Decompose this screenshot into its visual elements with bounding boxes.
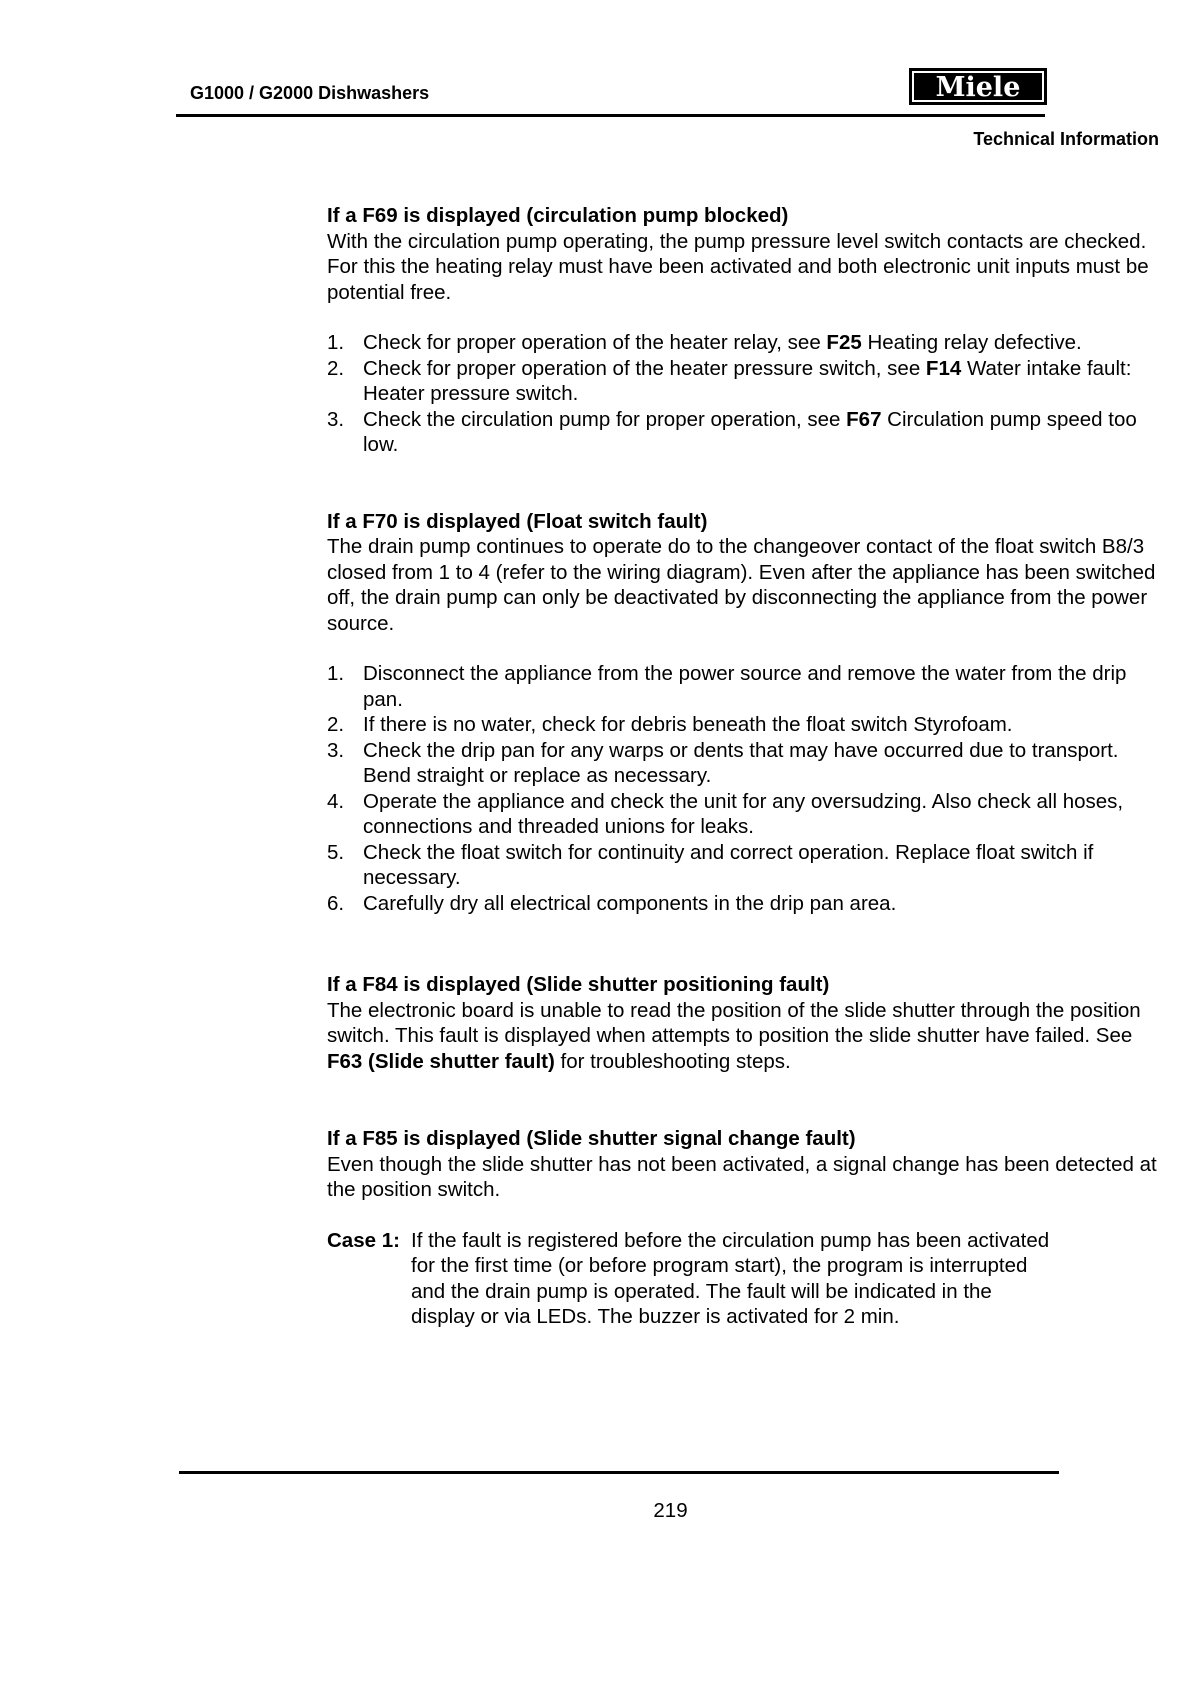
case-label: Case 1: bbox=[327, 1228, 400, 1252]
step-text: Check the drip pan for any warps or dents that may have occurred due to transport. Bend straight or replace as necessary. bbox=[363, 738, 1119, 787]
f70-title: If a F70 is displayed (Float switch fault) bbox=[327, 509, 708, 533]
document-body bbox=[327, 203, 1165, 1330]
step-number: 2. bbox=[327, 356, 345, 380]
f69-intro: With the circulation pump operating, the pump pressure level switch contacts are checked. For this the heating relay must have been activated and both electronic unit inputs must be potential free. bbox=[327, 229, 1149, 304]
step-number: 5. bbox=[327, 840, 345, 864]
fault-code: F25 bbox=[826, 331, 862, 354]
f85-intro: Even though the slide shutter has not been activated, a signal change has been detected at the position switch. bbox=[327, 1152, 1157, 1201]
list-item bbox=[327, 738, 1165, 789]
case-text: If the fault is registered before the circulation pump has been activated for the first time (or before program start), the program is interrupted and the drain pump is operated. The fault will be indicated in the display or via LEDs. The buzzer is activated for 2 min. bbox=[411, 1228, 1050, 1328]
f84-title: If a F84 is displayed (Slide shutter positioning fault) bbox=[327, 973, 830, 996]
fault-code: F67 bbox=[846, 407, 882, 431]
step-text: Carefully dry all electrical components in the drip pan area. bbox=[363, 891, 897, 915]
list-item bbox=[327, 891, 1165, 917]
step-number: 3. bbox=[327, 407, 345, 431]
header-title: G1000 / G2000 Dishwashers bbox=[190, 83, 430, 103]
step-text: Check for proper operation of the heater pressure switch, see F14 Water intake fault: Heater pressure switch. bbox=[363, 356, 1132, 405]
footer-rule bbox=[179, 1471, 1059, 1474]
f69-steps bbox=[327, 330, 1165, 458]
f85-title: If a F85 is displayed (Slide shutter signal change fault) bbox=[327, 1127, 856, 1150]
list-item bbox=[327, 330, 1165, 356]
f85-case-1 bbox=[327, 1228, 1057, 1330]
step-number: 1. bbox=[327, 331, 345, 354]
fault-reference: F63 (Slide shutter fault) bbox=[327, 1049, 555, 1073]
step-text: Check the float switch for continuity and correct operation. Replace float switch if necessary. bbox=[363, 840, 1094, 889]
f70-steps bbox=[327, 661, 1165, 916]
f84-intro: The electronic board is unable to read the position of the slide shutter through the position switch. This fault is displayed when attempts to position the slide shutter have failed. See F63 (Slide shutter fault) for troubleshooting steps. bbox=[327, 998, 1141, 1073]
step-text: Operate the appliance and check the unit for any oversudzing. Also check all hoses, connections and threaded unions for leaks. bbox=[363, 789, 1124, 838]
step-text: Check the circulation pump for proper operation, see F67 Circulation pump speed too low. bbox=[363, 407, 1137, 456]
step-text: Check for proper operation of the heater relay, see F25 Heating relay defective. bbox=[363, 331, 1082, 354]
f70-intro: The drain pump continues to operate do to the changeover contact of the float switch B8/3 closed from 1 to 4 (refer to the wiring diagram). Even after the appliance has been switched off, the drain pump can only be deactivated by disconnecting the appliance from the power source. bbox=[327, 535, 1156, 635]
miele-logo bbox=[909, 68, 1047, 105]
step-number: 6. bbox=[327, 891, 345, 915]
header-rule bbox=[176, 114, 1045, 117]
step-number: 2. bbox=[327, 713, 345, 736]
list-item bbox=[327, 789, 1165, 840]
brand-name: Miele bbox=[935, 72, 1021, 103]
step-number: 1. bbox=[327, 662, 345, 685]
list-item bbox=[327, 661, 1165, 712]
fault-code: F14 bbox=[925, 356, 962, 380]
list-item bbox=[327, 356, 1165, 407]
list-item bbox=[327, 407, 1165, 458]
list-item bbox=[327, 712, 1165, 738]
step-number: 3. bbox=[327, 738, 345, 762]
page-number: 219 bbox=[653, 1499, 688, 1522]
step-text: If there is no water, check for debris beneath the float switch Styrofoam. bbox=[363, 713, 1013, 736]
step-text: Disconnect the appliance from the power source and remove the water from the drip pan. bbox=[363, 662, 1127, 711]
step-number: 4. bbox=[327, 789, 345, 813]
header-subtitle: Technical Information bbox=[973, 129, 1159, 149]
f69-title: If a F69 is displayed (circulation pump blocked) bbox=[327, 204, 789, 227]
list-item bbox=[327, 840, 1165, 891]
